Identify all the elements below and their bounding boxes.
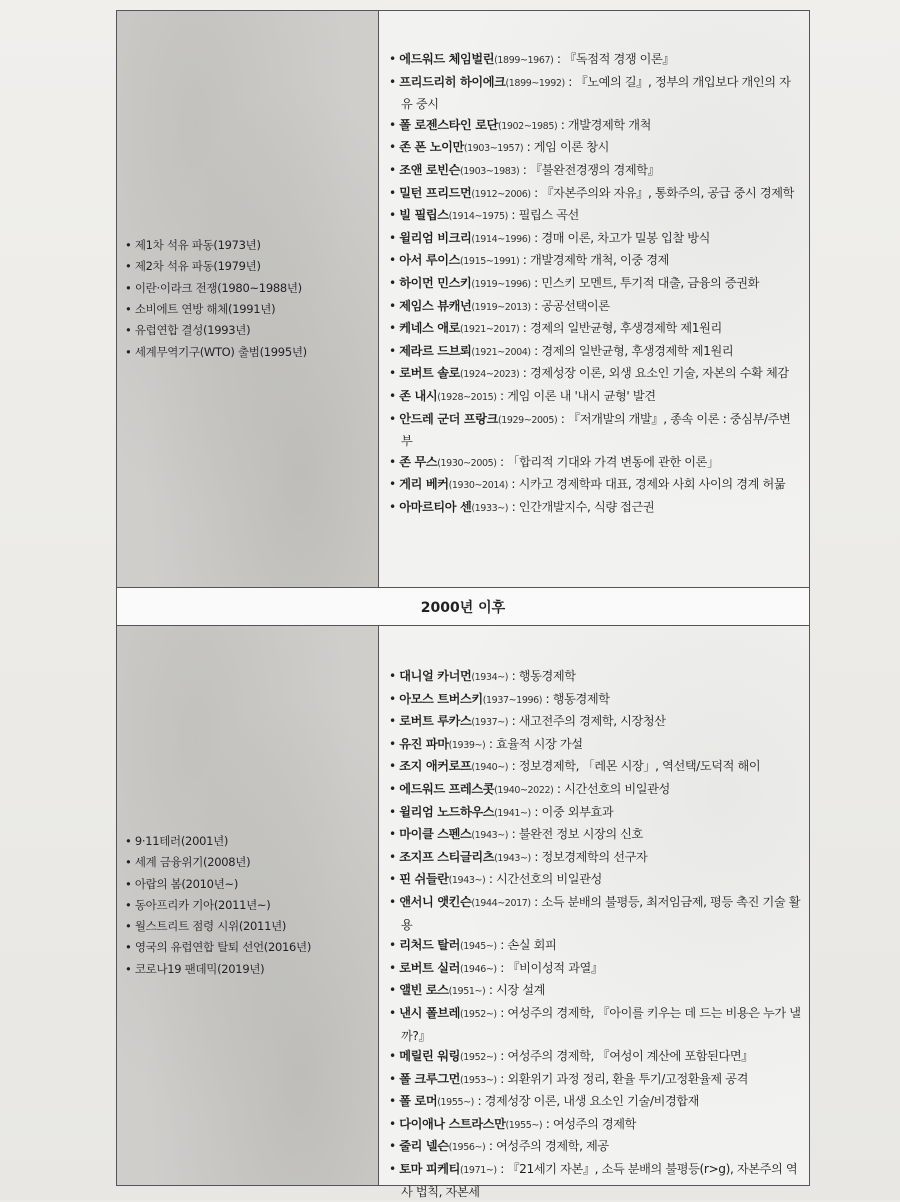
- economist-description: : 이중 외부효과: [530, 804, 614, 819]
- economist-name: 케네스 애로: [399, 321, 460, 336]
- economist-name: 에드워드 프레스콧: [399, 781, 495, 796]
- event-item: • 세계무역기구(WTO) 출범(1995년): [125, 342, 307, 363]
- economist-name: 핀 쉬들란: [399, 872, 449, 887]
- event-item: • 월스트리트 점령 시위(2011년): [125, 916, 311, 937]
- economist-name: 앨빈 로스: [399, 983, 449, 998]
- economist-name: 줄리 넬슨: [399, 1139, 449, 1154]
- economist-item: [389, 228, 801, 251]
- economist-description: : 경제의 일반균형, 후생경제학 제1원리: [530, 343, 734, 358]
- economist-description: : 「합리적 기대와 가격 변동에 관한 이론」: [496, 454, 719, 469]
- economist-description: : 외환위기 과정 정리, 환율 투기/고정환율제 공격: [496, 1071, 749, 1086]
- economist-item: [389, 892, 801, 935]
- economist-description: : 경제성장 이론, 내생 요소인 기술/비경합재: [473, 1094, 700, 1109]
- economist-years: (1924~2023): [459, 369, 520, 381]
- economist-description: : 경매 이론, 차고가 밀봉 입찰 방식: [530, 230, 711, 245]
- economist-item: [389, 1069, 801, 1092]
- economist-name: 하이먼 민스키: [399, 275, 472, 290]
- economist-years: (1921~2017): [459, 324, 520, 336]
- economist-name: 윌리엄 비크리: [399, 230, 472, 245]
- economist-years: (1903~1983): [459, 165, 520, 177]
- economist-description: : 『비이성적 과열』: [496, 960, 603, 975]
- economist-item: [389, 341, 801, 364]
- economist-description: : 소득 분배의 불평등, 최저임금제, 평등 촉진 기술 활용: [401, 894, 801, 932]
- economist-years: (1952~): [459, 1008, 497, 1020]
- economist-name: 아서 루이스: [399, 253, 460, 268]
- economist-name: 제임스 뷰캐넌: [399, 298, 472, 313]
- economist-name: 제라르 드브뢰: [399, 343, 472, 358]
- economist-years: (1943~): [448, 875, 486, 887]
- economist-name: 마이클 스펜스: [399, 827, 472, 842]
- event-item: • 소비에트 연방 해체(1991년): [125, 299, 307, 320]
- events-column-top: [117, 11, 379, 587]
- economist-item: [389, 958, 801, 981]
- economist-years: (1929~2005): [497, 414, 558, 426]
- economist-name: 존 폰 노이만: [399, 140, 464, 155]
- economist-name: 로버트 솔로: [399, 366, 460, 381]
- economist-item: [389, 689, 801, 712]
- economist-description: : 시장 설계: [485, 983, 545, 998]
- economist-description: : 공공선택이론: [530, 298, 610, 313]
- economist-description: : 『저개발의 개발』, 종속 이론 : 중심부/주변부: [401, 411, 791, 449]
- economist-name: 빌 필립스: [399, 208, 449, 223]
- economist-description: : 경제성장 이론, 외생 요소인 기술, 자본의 수확 체감: [519, 366, 789, 381]
- economist-item: [389, 756, 801, 779]
- economist-name: 프리드리히 하이에크: [399, 74, 506, 89]
- economist-item: [389, 296, 801, 319]
- economist-item: [389, 183, 801, 206]
- economist-item: [389, 1136, 801, 1159]
- economist-description: : 여성주의 경제학, 『아이를 키우는 데 드는 비용은 누가 낼까?』: [401, 1005, 801, 1043]
- economist-description: : 민스키 모멘트, 투기적 대출, 금융의 증권화: [530, 275, 760, 290]
- economist-item: [389, 273, 801, 296]
- economist-years: (1899~1992): [505, 77, 565, 89]
- economist-years: (1939~): [448, 739, 486, 751]
- economist-name: 존 무스: [399, 454, 438, 469]
- economist-name: 로버트 실러: [399, 960, 460, 975]
- economist-years: (1912~2006): [471, 188, 531, 200]
- economist-years: (1928~2015): [437, 391, 497, 403]
- economist-name: 조지프 스티글리츠: [399, 849, 495, 864]
- event-item: • 9·11테러(2001년): [125, 831, 311, 852]
- economist-years: (1933~): [471, 502, 509, 514]
- economist-name: 토마 피케티: [399, 1162, 460, 1177]
- economist-item: [389, 72, 801, 115]
- economist-item: [389, 666, 801, 689]
- economist-description: : 새고전주의 경제학, 시장청산: [508, 714, 666, 729]
- economist-description: : 손실 회피: [496, 938, 557, 953]
- economist-description: : 인간개발지수, 식량 접근권: [508, 499, 655, 514]
- economist-name: 존 내시: [399, 388, 438, 403]
- economist-name: 폴 크루그먼: [399, 1071, 460, 1086]
- economist-name: 대니얼 카너먼: [399, 669, 472, 683]
- economists-list-top: [389, 49, 801, 519]
- economist-years: (1919~1996): [471, 278, 531, 290]
- economist-years: (1941~): [494, 807, 531, 819]
- section-pre-2000: [117, 11, 809, 587]
- economist-item: [389, 935, 801, 958]
- event-item: • 아랍의 봄(2010년~): [125, 874, 311, 895]
- economist-item: [389, 1003, 801, 1046]
- economist-description: : 경제의 일반균형, 후생경제학 제1원리: [519, 321, 722, 336]
- economists-column-top: [379, 11, 809, 587]
- economist-item: [389, 474, 801, 497]
- economist-name: 조앤 로빈슨: [399, 162, 460, 177]
- economist-years: (1934~): [471, 672, 509, 683]
- economist-years: (1902~1985): [497, 120, 558, 132]
- economist-item: [389, 49, 801, 72]
- economist-years: (1956~): [448, 1142, 486, 1154]
- economist-name: 폴 로머: [399, 1094, 438, 1109]
- economist-name: 에드워드 체임벌린: [399, 52, 495, 66]
- economist-name: 다이애나 스트라스만: [399, 1116, 506, 1131]
- economist-name: 낸시 폴브레: [399, 1005, 460, 1020]
- economist-years: (1940~2022): [494, 784, 554, 796]
- economist-description: : 시간선호의 비일관성: [485, 872, 602, 887]
- events-list-bottom: [125, 831, 311, 980]
- economist-years: (1921~2004): [471, 346, 531, 358]
- economist-years: (1943~): [494, 852, 531, 864]
- economist-item: [389, 824, 801, 847]
- economist-years: (1953~): [459, 1074, 497, 1086]
- economist-description: : 『자본주의와 자유』, 통화주의, 공급 중시 경제학: [530, 185, 794, 200]
- economist-years: (1946~): [459, 963, 497, 975]
- economist-years: (1955~): [437, 1097, 474, 1109]
- event-item: • 동아프리카 기아(2011년~): [125, 895, 311, 916]
- economist-years: (1899~1967): [494, 55, 554, 66]
- economist-description: : 정보경제학, 「레몬 시장」, 역선택/도덕적 해이: [508, 759, 761, 774]
- economists-list-bottom: [389, 666, 801, 1202]
- economist-years: (1914~1975): [448, 211, 508, 223]
- event-item: • 유럽연합 결성(1993년): [125, 320, 307, 341]
- economist-description: : 시카고 경제학파 대표, 경제와 사회 사이의 경계 허묾: [507, 477, 786, 492]
- economist-description: : 시간선호의 비일관성: [553, 781, 670, 796]
- economist-years: (1914~1996): [471, 233, 531, 245]
- economist-item: [389, 802, 801, 825]
- economist-years: (1919~2013): [471, 301, 531, 313]
- economist-item: [389, 497, 801, 520]
- economist-item: [389, 318, 801, 341]
- economist-name: 유진 파마: [399, 736, 449, 751]
- economist-description: : 불완전 정보 시장의 신호: [508, 827, 643, 842]
- economist-name: 게리 베커: [399, 477, 449, 492]
- economist-description: : 『독점적 경쟁 이론』: [553, 52, 675, 66]
- events-list-top: [125, 235, 307, 363]
- economist-years: (1930~2005): [437, 457, 497, 469]
- economist-item: [389, 452, 801, 475]
- economists-column-bottom: [379, 626, 809, 1199]
- divider-label: 2000년 이후: [420, 599, 506, 616]
- economist-years: (1945~): [459, 941, 497, 953]
- economist-name: 리처드 탈러: [399, 938, 460, 953]
- economist-description: : 개발경제학 개척, 이중 경제: [519, 253, 669, 268]
- economist-item: [389, 363, 801, 386]
- economist-years: (1943~): [471, 830, 509, 842]
- economist-item: [389, 205, 801, 228]
- economist-description: : 정보경제학의 선구자: [530, 849, 648, 864]
- economist-years: (1940~): [471, 762, 509, 774]
- economist-item: [389, 115, 801, 138]
- economist-years: (1937~): [471, 717, 509, 729]
- economist-item: [389, 1114, 801, 1137]
- events-column-bottom: [117, 626, 379, 1185]
- economist-description: : 여성주의 경제학: [542, 1116, 636, 1131]
- economist-description: : 게임 이론 내 '내시 균형' 발견: [496, 388, 656, 403]
- event-item: • 영국의 유럽연합 탈퇴 선언(2016년): [125, 937, 311, 958]
- economist-description: : 『불완전경쟁의 경제학』: [519, 162, 660, 177]
- economist-description: : 필립스 곡선: [507, 208, 579, 223]
- economist-item: [389, 734, 801, 757]
- economist-item: [389, 711, 801, 734]
- economist-name: 로버트 루카스: [399, 714, 472, 729]
- economist-name: 앤서니 앳킨슨: [399, 894, 472, 909]
- economist-years: (1903~1957): [463, 143, 524, 155]
- economist-description: : 『21세기 자본』, 소득 분배의 불평등(r>g), 자본주의 역사 법칙, 자본세: [401, 1162, 798, 1199]
- event-item: • 코로나19 팬데믹(2019년): [125, 959, 311, 980]
- economist-item: [389, 160, 801, 183]
- economist-description: : 행동경제학: [508, 669, 576, 683]
- economist-item: [389, 386, 801, 409]
- economist-name: 폴 로젠스타인 로단: [399, 117, 498, 132]
- economist-years: (1971~): [459, 1165, 497, 1177]
- economist-name: 아모스 트버스키: [399, 691, 483, 706]
- economist-item: [389, 980, 801, 1003]
- economist-years: (1937~1996): [482, 694, 543, 706]
- economist-item: [389, 1159, 801, 1202]
- economist-item: [389, 779, 801, 802]
- economist-description: : 행동경제학: [542, 691, 610, 706]
- economist-description: : 개발경제학 개척: [557, 117, 652, 132]
- economist-item: [389, 409, 801, 452]
- economist-name: 윌리엄 노드하우스: [399, 804, 495, 819]
- economist-item: [389, 1046, 801, 1069]
- event-item: • 이란·이라크 전쟁(1980~1988년): [125, 278, 307, 299]
- economist-description: : 『노예의 길』, 정부의 개입보다 개인의 자유 중시: [401, 74, 791, 112]
- economist-name: 조지 애커로프: [399, 759, 472, 774]
- economist-description: : 게임 이론 창시: [523, 140, 609, 155]
- economist-name: 밀턴 프리드먼: [399, 185, 472, 200]
- section-post-2000: [117, 625, 809, 1199]
- economist-item: [389, 847, 801, 870]
- economist-item: [389, 1091, 801, 1114]
- economist-years: (1955~): [505, 1119, 543, 1131]
- economist-name: 메릴린 워링: [399, 1049, 460, 1064]
- event-item: • 제2차 석유 파동(1979년): [125, 256, 307, 277]
- timeline-table: [116, 10, 810, 1199]
- economist-description: : 여성주의 경제학, 제공: [485, 1139, 609, 1154]
- economist-years: (1944~2017): [471, 897, 531, 909]
- economist-item: [389, 869, 801, 892]
- economist-years: (1930~2014): [448, 480, 508, 492]
- economist-description: : 여성주의 경제학, 『여성이 계산에 포함된다면』: [496, 1049, 754, 1064]
- economist-name: 아마르티아 센: [399, 499, 472, 514]
- economist-name: 안드레 군더 프랑크: [399, 411, 498, 426]
- event-item: • 제1차 석유 파동(1973년): [125, 235, 307, 256]
- economist-years: (1952~): [459, 1052, 497, 1064]
- section-divider: [117, 587, 809, 625]
- economist-item: [389, 250, 801, 273]
- economist-description: : 효율적 시장 가설: [485, 736, 583, 751]
- economist-years: (1915~1991): [459, 256, 520, 268]
- economist-years: (1951~): [448, 986, 486, 998]
- event-item: • 세계 금융위기(2008년): [125, 852, 311, 873]
- economist-item: [389, 137, 801, 160]
